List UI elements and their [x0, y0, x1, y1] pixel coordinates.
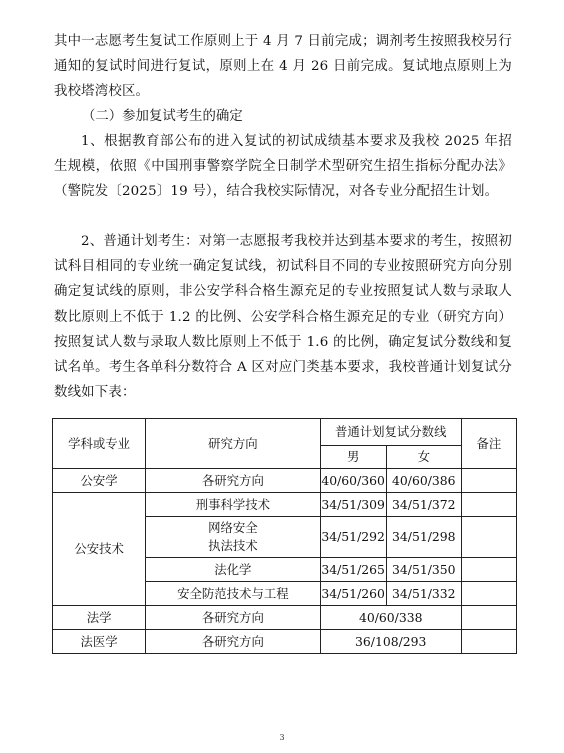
- cell-male: 34/51/309: [320, 493, 386, 517]
- cell-combined-score: 36/108/293: [320, 630, 461, 654]
- cell-male: 34/51/260: [320, 582, 386, 606]
- cell-note: [461, 606, 516, 630]
- header-note: 备注: [461, 419, 516, 469]
- cell-female: 34/51/332: [386, 582, 461, 606]
- table-row: [53, 493, 517, 517]
- cell-note: [461, 493, 516, 517]
- cell-direction: 各研究方向: [146, 630, 320, 654]
- header-male: 男: [320, 446, 386, 469]
- section-heading: （二）参加复试考生的确定: [82, 109, 243, 124]
- cell-female: 34/51/350: [386, 558, 461, 582]
- cell-direction: 刑事科学技术: [146, 493, 320, 517]
- paragraph-retest-schedule: 其中一志愿考生复试工作原则上于 4 月 7 日前完成；调剂考生按照我校另行通知的复试时间进行复试，原则上在 4 月 26 日前完成。复试地点原则上为我校塔湾校区。: [54, 34, 512, 100]
- header-direction: 研究方向: [146, 419, 320, 469]
- header-subject: 学科或专业: [53, 419, 146, 469]
- table-row: [53, 469, 517, 493]
- table-row: [53, 630, 517, 654]
- paragraph-quota-allocation: 1、根据教育部公布的进入复试的初试成绩基本要求及我校 2025 年招生规模，依照《中国刑事警察学院全日制学术型研究生招生指标分配办法》（警院发〔2025〕19 号），结合我校实际情况，对各专业分配招生计划。: [54, 134, 512, 200]
- cell-male: 34/51/265: [320, 558, 386, 582]
- cell-direction-line2: 执法技术: [208, 538, 258, 553]
- cell-subject-group: 公安技术: [53, 493, 146, 606]
- cell-direction: [146, 517, 320, 558]
- cell-direction: 各研究方向: [146, 469, 320, 493]
- cell-combined-score: 40/60/338: [320, 606, 461, 630]
- cell-subject: 法医学: [53, 630, 146, 654]
- cell-subject: 公安学: [53, 469, 146, 493]
- cell-note: [461, 630, 516, 654]
- table-header-row: [53, 419, 517, 446]
- retest-score-table: [52, 418, 517, 654]
- cell-note: [461, 517, 516, 558]
- cell-male: 40/60/360: [320, 469, 386, 493]
- cell-note: [461, 582, 516, 606]
- paragraph-general-plan: 2、普通计划考生：对第一志愿报考我校并达到基本要求的考生，按照初试科目相同的专业统一确定复试线，初试科目不同的专业按照研究方向分别确定复试线的原则，非公安学科合格生源充足的专业按照复试人数与录取人数比原则上不低于 1.2 的比例、公安学科合格生源充足的专业（研究方向）按照复试人数与录取人数比原则上不低于 1.6 的比例，确定复试分数线和复试名单。考生各单科分数符合 A 区对应门类基本要求，我校普通计划复试分数线如下表：: [54, 234, 512, 401]
- cell-direction: 法化学: [146, 558, 320, 582]
- cell-female: 34/51/372: [386, 493, 461, 517]
- cell-note: [461, 558, 516, 582]
- page-number: 3: [279, 733, 285, 742]
- cell-subject: 法学: [53, 606, 146, 630]
- cell-direction: 安全防范技术与工程: [146, 582, 320, 606]
- cell-female: 40/60/386: [386, 469, 461, 493]
- cell-direction-line1: 网络安全: [208, 520, 258, 535]
- cell-note: [461, 469, 516, 493]
- cell-female: 34/51/298: [386, 517, 461, 558]
- table-row: [53, 606, 517, 630]
- header-female: 女: [386, 446, 461, 469]
- cell-direction: 各研究方向: [146, 606, 320, 630]
- header-score-group: 普通计划复试分数线: [320, 419, 461, 446]
- cell-male: 34/51/292: [320, 517, 386, 558]
